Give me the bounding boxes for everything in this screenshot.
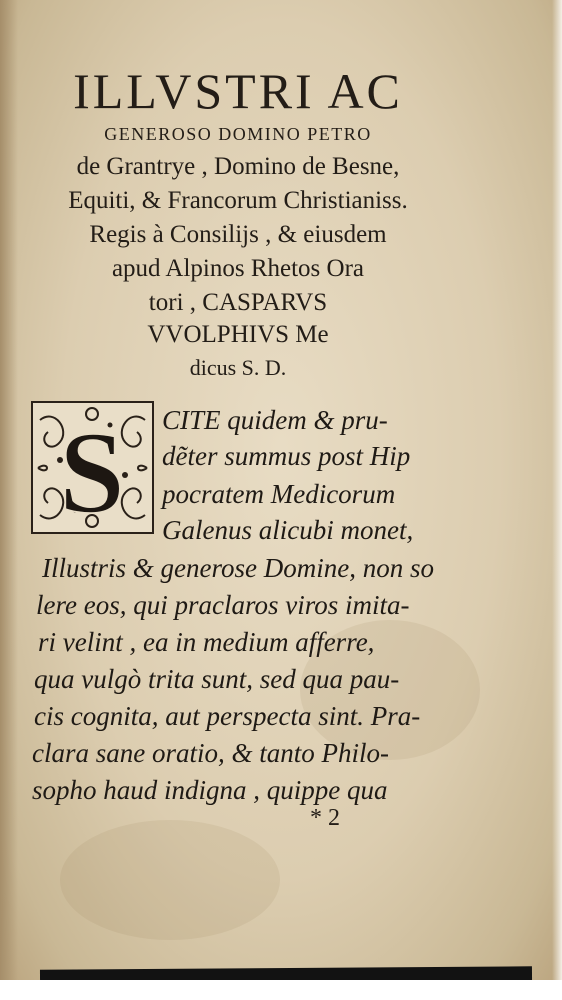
body-line: cis cognita, aut perspecta sint. Pra- (34, 701, 421, 731)
body-line: qua vulgò trita sunt, sed qua pau- (34, 664, 400, 694)
dedication-title: ILLVSTRI AC (73, 63, 403, 119)
body-line: lere eos, qui praclaros viros imita- (36, 590, 410, 620)
decorated-initial (30, 400, 155, 535)
dedication-line: Equiti, & Francorum Christianiss. (68, 187, 408, 214)
dedication-line: tori , CASPARVS (148, 289, 328, 316)
body-line: clara sane oratio, & tanto Philo- (32, 738, 389, 768)
signature-mark: * 2 (310, 805, 340, 831)
paper-stain (60, 820, 280, 940)
binding-shadow (0, 0, 18, 1000)
body-line: CITE quidem & pru- (162, 405, 388, 435)
dedication-subtitle: GENEROSO DOMINO PETRO (104, 124, 372, 144)
dedication-line: VVOLPHIVS Me (147, 321, 329, 348)
body-line: sopho haud indigna , quippe qua (32, 775, 388, 805)
dedication-line: dicus S. D. (189, 355, 287, 380)
page-edge (552, 0, 562, 1000)
body-line: pocratem Medicorum (162, 479, 396, 509)
body-line: dẽter summus post Hip (162, 441, 411, 471)
dedication-line: Regis à Consilijs , & eiusdem (89, 221, 387, 248)
dedication-line: apud Alpinos Rhetos Ora (111, 255, 365, 282)
drop-cap-letter: S (59, 407, 125, 535)
scan-margin (0, 980, 562, 1000)
dedication-line: de Grantrye , Domino de Besne, (76, 153, 400, 180)
body-line: ri velint , ea in medium afferre, (38, 627, 375, 657)
body-line: Illustris & generose Domine, non so (42, 553, 434, 583)
body-line: Galenus alicubi monet, (162, 515, 414, 545)
